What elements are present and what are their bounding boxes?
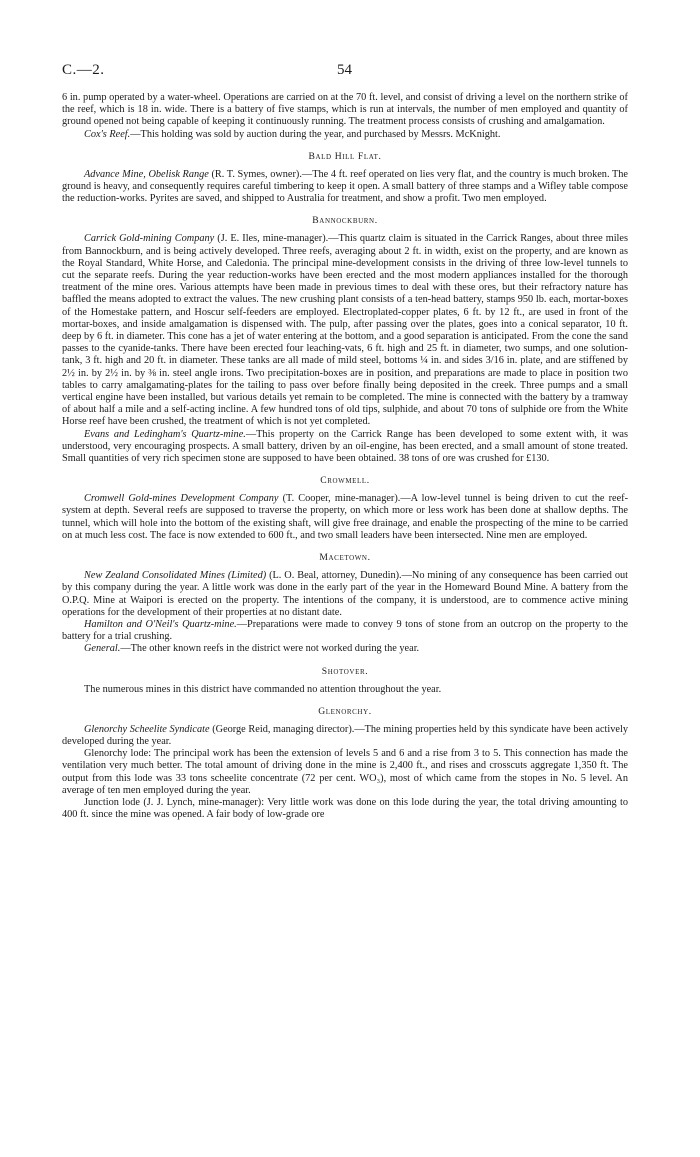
paragraph-text: Glenorchy lode: The principal work has been the extension of levels 5 and 6 and a rise from 3 to 5. This connection has made the ventilation very much better. The total amount of driving done in the mine is 2,400 ft., and rises and crosscuts aggregate 1,350 ft. The output from this lode was 33 tons scheelite concentrate (72 per cent. WO₃), most of which came from the stopes in No. 5 level. An average of ten men employed during the year. [62, 748, 628, 796]
section-glenorchy [62, 706, 628, 822]
document-body [62, 92, 628, 821]
section-heading: Shotover. [321, 665, 369, 677]
paragraph-lead: Cox's Reef. [84, 128, 131, 140]
paragraph-text: —The other known reefs in the district were not worked during the year. [120, 643, 420, 655]
paragraph [62, 619, 628, 643]
paragraph-text: (R. T. Symes, owner).—The 4 ft. reef operated on lies very flat, and the country is much broken. The ground is heavy, and consequently requires careful timbering to keep it open. A small battery of three stamps and a Wifley table compose the reduction-works. Pyrites are saved, and shipped to Australia for treatment, and show a profit. Two men employed. [62, 168, 628, 205]
paragraph-lead: Evans and Ledingham's Quartz-mine. [84, 428, 246, 440]
paragraph [62, 570, 628, 619]
document-reference: C.—2. [62, 62, 105, 78]
paragraph-text: (L. O. Beal, attorney, Dunedin).—No mining of any consequence has been carried out by this company during the year. A little work was done in the early part of the year in the Homeward Bound Mine. A battery from the O.P.Q. Mine at Waipori is erected on the property. The intentions of the company, it is understood, are to commence active mining operations for the development of their properties at no distant date. [62, 570, 628, 618]
page-number: 54 [337, 62, 352, 78]
section-heading: Bannockburn. [312, 215, 378, 227]
section-cromwell [62, 475, 628, 542]
paragraph-lead: Advance Mine, Obelisk Range [84, 168, 209, 180]
paragraph-text: —Preparations were made to convey 9 tons of stone from an outcrop on the property to the battery for a trial crushing. [62, 618, 629, 643]
paragraph [62, 169, 628, 206]
paragraph [62, 92, 628, 129]
document-page [62, 62, 628, 821]
paragraph-text: 6 in. pump operated by a water-wheel. Operations are carried on at the 70 ft. level, and consist of driving a level on the northern strike of the reef, which is 18 in. wide. There is a battery of five stamps, which is run at intervals, the number of men employed and quantity of ground opened not being capable of keeping it continuously running. The treatment process consists of crushing and amalgamation. [62, 92, 628, 128]
section-bannockburn [62, 215, 628, 465]
paragraph-lead: General. [84, 643, 121, 655]
paragraph-lead: Cromwell Gold-mines Development Company [84, 493, 279, 505]
paragraph-lead: Carrick Gold-mining Company [84, 233, 215, 245]
paragraph [62, 493, 628, 542]
paragraph-text: (T. Cooper, mine-manager).—A low-level tunnel is being driven to cut the reef-system at depth. Several reefs are supposed to traverse the property, on which more or less work has been done at shallow depths. The tunnel, which will hole into the bottom of the existing shaft, will give free drainage, and enable the prospecting of the mine to be carried on at much less cost. The face is now extended to 600 ft., and two small leaders have been intersected. Nine men are employed. [62, 493, 629, 541]
paragraph-text: —This holding was sold by auction during the year, and purchased by Messrs. McKnight. [130, 128, 501, 140]
section-heading: Glenorchy. [318, 705, 372, 717]
paragraph [62, 643, 628, 655]
paragraph [62, 233, 628, 428]
paragraph [62, 724, 628, 748]
paragraph-text: (J. E. Iles, mine-manager).—This quartz claim is situated in the Carrick Ranges, about three miles from Bannockburn, and is being actively developed. Three reefs, averaging about 2 ft. in width, exist on the property, and are known as the Royal Standard, White Horse, and Caledonia. The principal mine-development consists in the driving of three low-level tunnels to cut the separate reefs. During the year reduction-works have been erected and the most modern appliances installed for the thorough treatment of the mine ores. Various attempts have been made in previous times to deal with these ores, but their refractory nature has baffled the means adopted to extract the values. The new crushing plant consists of a ten-head battery, stamps 950 lb. each, mortar-boxes of the Homestake pattern, and Hoscur self-feeders are employed. Electroplated-copper plates, 6 ft. by 12 ft., are used in front of the mortar-boxes, and inside amalgamation is dispensed with. The pulp, after passing over the plates, goes into a conical separator, 10 ft. deep by 6 ft. in diameter. This cone has a jet of water entering at the bottom, and a good separation is anticipated. From the cone the sand passes to the cyanide-tanks. There have been erected four leaching-vats, 6 ft. high and 25 ft. in diameter, two sumps, and one solution-tank, 3 ft. high and 20 ft. in diameter. These tanks are all made of mild steel, bottoms ¼ in. and sides 3/16 in. plate, and are stiffened by 2½ in. by 2½ in. by ⅜ in. steel angle irons. Two precipitation-boxes are in position, and preparations are made to place in position two tables to carry amalgamating-plates for the tailing to pass over before finally being deposited in the creek. Three pumps and a small vertical engine have been installed, but various details yet remain to be completed. The mine is connected with the battery by a tramway of about half a mile and a self-acting incline. A few hundred tons of old tips, sulphide, and about 70 tons of sulphide ore from the White Horse reef have been crushed, the treatment of which is not yet completed. [62, 233, 628, 428]
paragraph [62, 429, 628, 466]
paragraph-lead: Hamilton and O'Neil's Quartz-mine. [84, 618, 237, 630]
section-shotover [62, 666, 628, 696]
section-heading: Crowmell. [320, 475, 370, 487]
paragraph-text: The numerous mines in this district have commanded no attention throughout the year. [84, 683, 442, 695]
paragraph [62, 684, 628, 696]
paragraph [62, 748, 628, 797]
paragraph-text: (George Reid, managing director).—The mining properties held by this syndicate have been actively developed during the year. [62, 723, 629, 747]
paragraph-lead: Glenorchy Scheelite Syndicate [84, 723, 210, 735]
section-heading: Bald Hill Flat. [308, 150, 382, 162]
paragraph [62, 129, 628, 141]
section-macetown [62, 552, 628, 655]
paragraph-text: Junction lode (J. J. Lynch, mine-manager): Very little work was done on this lode during the year, the total driving amounting to 400 ft. since the mine was opened. A fair body of low-grade ore [62, 796, 628, 821]
section-bald-hill-flat [62, 151, 628, 206]
page-header [62, 62, 628, 92]
paragraph-text: —This property on the Carrick Range has been developed to some extent with, it was understood, very encouraging prospects. A small battery, driven by an oil-engine, has been erected, and a small amount of stone treated. Small quantities of very rich specimen stone are supposed to have been obtained. 38 tons of ore was crushed for £130. [62, 428, 628, 465]
section-heading: Macetown. [319, 552, 371, 564]
paragraph-lead: New Zealand Consolidated Mines (Limited) [84, 570, 267, 582]
paragraph [62, 797, 628, 821]
section-intro [62, 92, 628, 141]
